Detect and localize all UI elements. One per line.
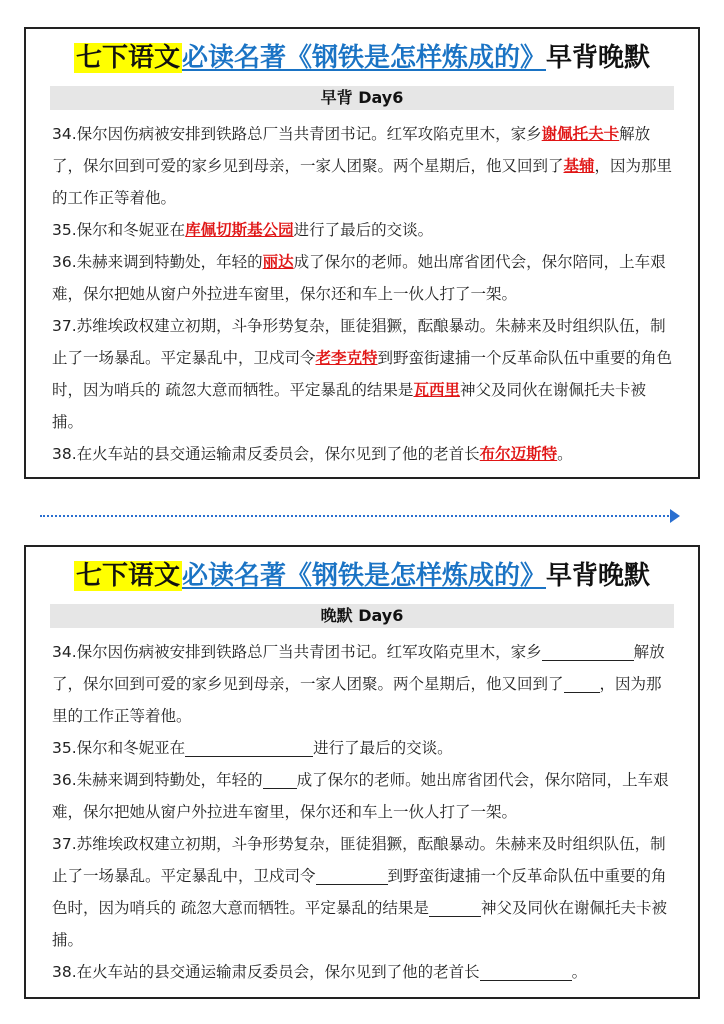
card-body bbox=[52, 636, 676, 988]
card-body bbox=[52, 118, 676, 470]
question-34: 34.保尔因伤病被安排到铁路总厂当共青团书记。红军攻陷克里木，家乡 解放了，保尔回到可爱的家乡见到母亲，一家人团聚。两个星期后，他又回到了 ，因为那里的工作正等着他。 bbox=[52, 636, 676, 732]
title-tail: 早背晚默 bbox=[546, 43, 651, 73]
question-34: 34.保尔因伤病被安排到铁路总厂当共青团书记。红军攻陷克里木，家乡谢佩托夫卡解放了，保尔回到可爱的家乡见到母亲，一家人团聚。两个星期后，他又回到了基辅，因为那里的工作正等着他。 bbox=[52, 125, 673, 207]
morning-recite-card bbox=[24, 27, 700, 479]
question-35: 35.保尔和冬妮亚在 进行了最后的交谈。 bbox=[52, 732, 676, 764]
question-36: 36.朱赫来调到特勤处，年轻的丽达成了保尔的老师。她出席省团代会，保尔陪同，上车艰难，保尔把她从窗户外拉进车窗里，保尔还和车上一伙人打了一架。 bbox=[52, 253, 666, 303]
answer-37-1: 老李克特 bbox=[315, 349, 378, 367]
title-grade-label: 七下语文 bbox=[75, 43, 180, 73]
blank-34-2[interactable] bbox=[564, 672, 600, 693]
card-title bbox=[26, 37, 698, 74]
answer-38: 布尔迈斯特 bbox=[479, 445, 558, 463]
answer-34-1: 谢佩托夫卡 bbox=[541, 125, 620, 143]
question-36: 36.朱赫来调到特勤处，年轻的 成了保尔的老师。她出席省团代会，保尔陪同，上车艰难，保尔把她从窗户外拉进车窗里，保尔还和车上一伙人打了一架。 bbox=[52, 764, 676, 828]
blank-37-1[interactable] bbox=[316, 864, 388, 885]
dotted-divider bbox=[40, 515, 672, 517]
evening-dictation-card bbox=[24, 545, 700, 999]
blank-37-2[interactable] bbox=[429, 896, 481, 917]
title-grade-label: 七下语文 bbox=[75, 561, 180, 591]
blank-34-1[interactable] bbox=[542, 640, 594, 661]
title-tail: 早背晚默 bbox=[546, 561, 651, 591]
answer-36: 丽达 bbox=[262, 253, 294, 271]
card-title bbox=[26, 555, 698, 592]
blank-36[interactable] bbox=[263, 768, 297, 789]
blank-38[interactable] bbox=[480, 960, 572, 981]
section-label: 早背 Day6 bbox=[50, 86, 674, 110]
answer-37-2: 瓦西里 bbox=[413, 381, 460, 399]
answer-35: 库佩切斯基公园 bbox=[185, 221, 294, 239]
arrow-right-icon bbox=[670, 509, 680, 523]
answer-34-2: 基辅 bbox=[563, 157, 595, 175]
blank-35[interactable] bbox=[185, 736, 313, 757]
question-38: 38.在火车站的县交通运输肃反委员会，保尔见到了他的老首长 。 bbox=[52, 956, 676, 988]
section-label: 晚默 Day6 bbox=[50, 604, 674, 628]
question-37: 37.苏维埃政权建立初期，斗争形势复杂，匪徒猖獗，酝酿暴动。朱赫来及时组织队伍，制止了一场暴乱。平定暴乱中，卫戍司令老李克特到野蛮街逮捕一个反革命队伍中重要的角色时，因为哨兵的 疏忽大意而牺牲。平定暴乱的结果是瓦西里神父及同伙在谢佩托夫卡被捕。 bbox=[52, 317, 673, 431]
title-book-name: 必读名著《钢铁是怎样炼成的》 bbox=[181, 43, 546, 73]
question-37: 37.苏维埃政权建立初期，斗争形势复杂，匪徒猖獗，酝酿暴动。朱赫来及时组织队伍，制止了一场暴乱。平定暴乱中，卫戍司令 到野蛮街逮捕一个反革命队伍中重要的角色时，因为哨兵的 疏忽大意而牺牲。平定暴乱的结果是 神父及同伙在谢佩托夫卡被捕。 bbox=[52, 835, 667, 949]
title-book-name: 必读名著《钢铁是怎样炼成的》 bbox=[181, 561, 546, 591]
question-35: 35.保尔和冬妮亚在库佩切斯基公园进行了最后的交谈。 bbox=[52, 221, 434, 239]
question-38: 38.在火车站的县交通运输肃反委员会，保尔见到了他的老首长布尔迈斯特。 bbox=[52, 445, 573, 463]
blank-34-1-cont[interactable] bbox=[594, 640, 634, 661]
